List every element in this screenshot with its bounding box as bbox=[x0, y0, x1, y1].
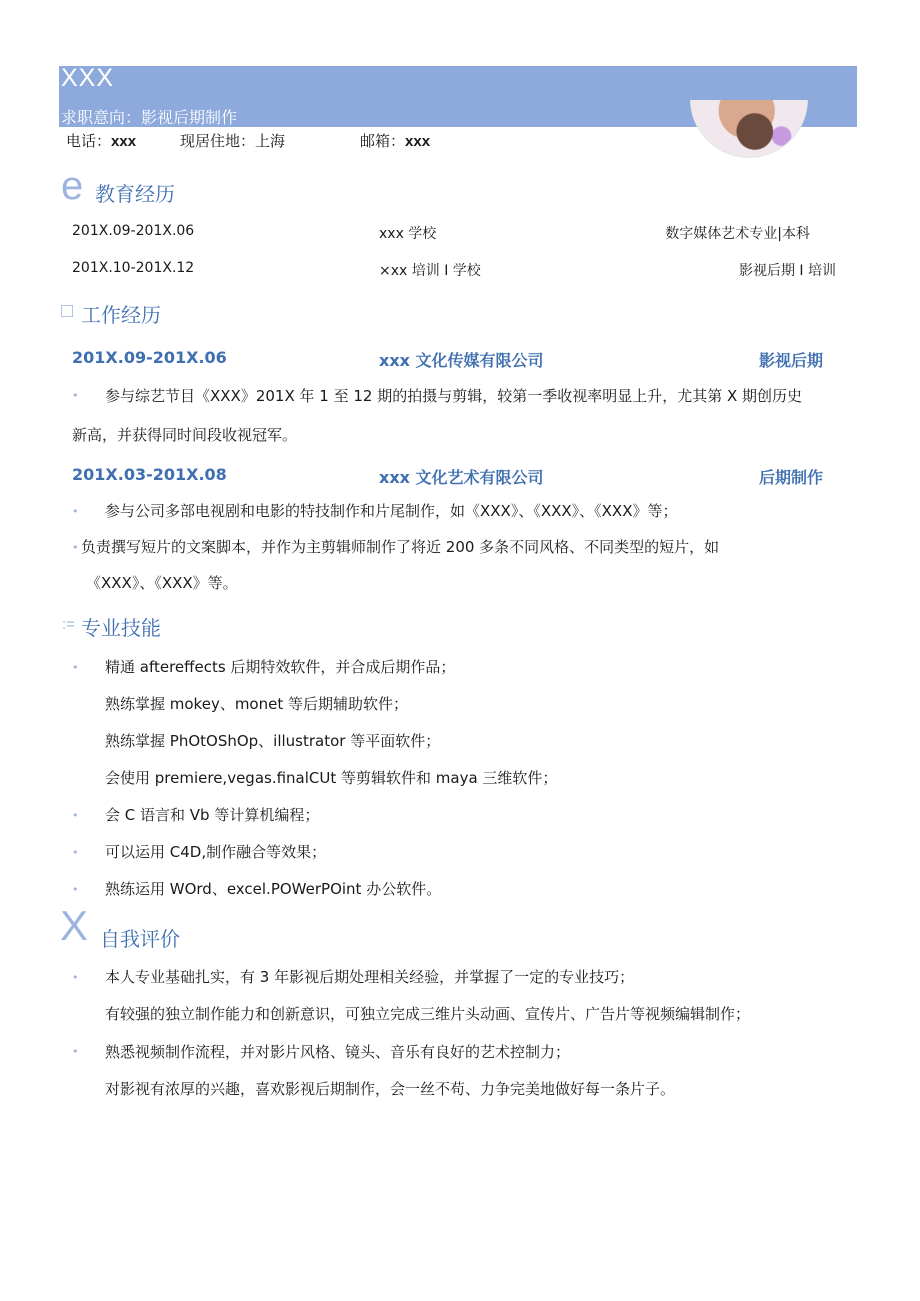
bullet-dot: • bbox=[72, 883, 79, 896]
edu-date-2: 201X.10-201X.12 bbox=[72, 260, 195, 276]
phone-value: xxx bbox=[111, 133, 137, 150]
bullet-dot: • bbox=[72, 846, 79, 859]
edu-date-1: 201X.09-201X.06 bbox=[72, 223, 195, 239]
job-2-company: xxx 文化艺术有限公司 bbox=[379, 468, 544, 487]
skills-title: 专业技能 bbox=[81, 616, 161, 640]
job-intent: 求职意向：影视后期制作 bbox=[61, 108, 238, 127]
skill-4: 会使用 premiere,vegas.finalCUt 等剪辑软件和 maya 三维软件； bbox=[105, 769, 558, 787]
bullet-dot: • bbox=[72, 661, 79, 674]
skills-icon: := bbox=[62, 616, 75, 633]
job-1-bullet-1: 参与综艺节目《XXX》201X 年 1 至 12 期的拍摄与剪辑，较第一季收视率明显上升，尤其第 X 期创历史 bbox=[105, 387, 803, 405]
job-1-date: 201X.09-201X.06 bbox=[72, 348, 227, 367]
education-title: 教育经历 bbox=[95, 182, 175, 206]
bullet-dot: • bbox=[72, 389, 79, 402]
edu-major-1: 数字媒体艺术专业|本科 bbox=[665, 226, 810, 242]
edu-major-2: 影视后期 I 培训 bbox=[738, 263, 836, 279]
email-label: 邮箱： bbox=[360, 132, 406, 150]
job-1-role: 影视后期 bbox=[759, 351, 824, 370]
self-eval-icon: X bbox=[60, 902, 89, 949]
bullet-dot: • bbox=[72, 809, 79, 822]
job-2-bullet-2-cont: 《XXX》、《XXX》等。 bbox=[86, 574, 238, 592]
self-eval-title: 自我评价 bbox=[100, 927, 180, 951]
edu-school-2: ×xx 培训 I 学校 bbox=[379, 263, 481, 279]
skill-5: 会 C 语言和 Vb 等计算机编程； bbox=[105, 806, 320, 824]
job-2-date: 201X.03-201X.08 bbox=[72, 465, 227, 484]
email bbox=[360, 130, 430, 151]
skill-7: 熟练运用 WOrd、excel.POWerPOint 办公软件。 bbox=[105, 880, 442, 898]
job-1-company: xxx 文化传媒有限公司 bbox=[379, 351, 544, 370]
bullet-dot: • bbox=[72, 1045, 79, 1058]
phone-label: 电话： bbox=[66, 132, 112, 150]
self-eval-1: 本人专业基础扎实，有 3 年影视后期处理相关经验，并掌握了一定的专业技巧； bbox=[105, 968, 635, 986]
work-icon: □ bbox=[61, 300, 74, 322]
education-icon: e bbox=[61, 164, 84, 208]
self-eval-3: 熟悉视频制作流程，并对影片风格、镜头、音乐有良好的艺术控制力； bbox=[105, 1043, 571, 1061]
candidate-name: XXX bbox=[61, 64, 115, 92]
edu-school-1: xxx 学校 bbox=[379, 226, 437, 242]
email-value: xxx bbox=[405, 133, 431, 150]
job-2-bullet-1: 参与公司多部电视剧和电影的特技制作和片尾制作，如《XXX》、《XXX》、《XXX》等； bbox=[105, 502, 678, 520]
avatar bbox=[690, 100, 808, 158]
bullet-dot: • bbox=[72, 971, 79, 984]
job-1-bullet-1-cont: 新高，并获得同时间段收视冠军。 bbox=[72, 426, 298, 444]
job-2-bullet-2: 负责撰写短片的文案脚本，并作为主剪辑师制作了将近 200 多条不同风格、不同类型的短片，如 bbox=[81, 538, 720, 556]
job-2-role: 后期制作 bbox=[759, 468, 824, 487]
self-eval-4: 对影视有浓厚的兴趣，喜欢影视后期制作，会一丝不苟、力争完美地做好每一条片子。 bbox=[105, 1080, 676, 1098]
location: 现居住地：上海 bbox=[180, 132, 286, 150]
self-eval-2: 有较强的独立制作能力和创新意识，可独立完成三维片头动画、宣传片、广告片等视频编辑制作； bbox=[105, 1005, 751, 1023]
bullet-dot: • bbox=[72, 541, 79, 554]
skill-6: 可以运用 C4D,制作融合等效果； bbox=[105, 843, 327, 861]
skill-1: 精通 aftereffects 后期特效软件，并合成后期作品； bbox=[105, 658, 456, 676]
phone bbox=[66, 130, 136, 151]
bullet-dot: • bbox=[72, 505, 79, 518]
skill-3: 熟练掌握 PhOtOShOp、illustrator 等平面软件； bbox=[105, 732, 441, 750]
work-title: 工作经历 bbox=[81, 303, 161, 327]
skill-2: 熟练掌握 mokey、monet 等后期辅助软件； bbox=[105, 695, 408, 713]
